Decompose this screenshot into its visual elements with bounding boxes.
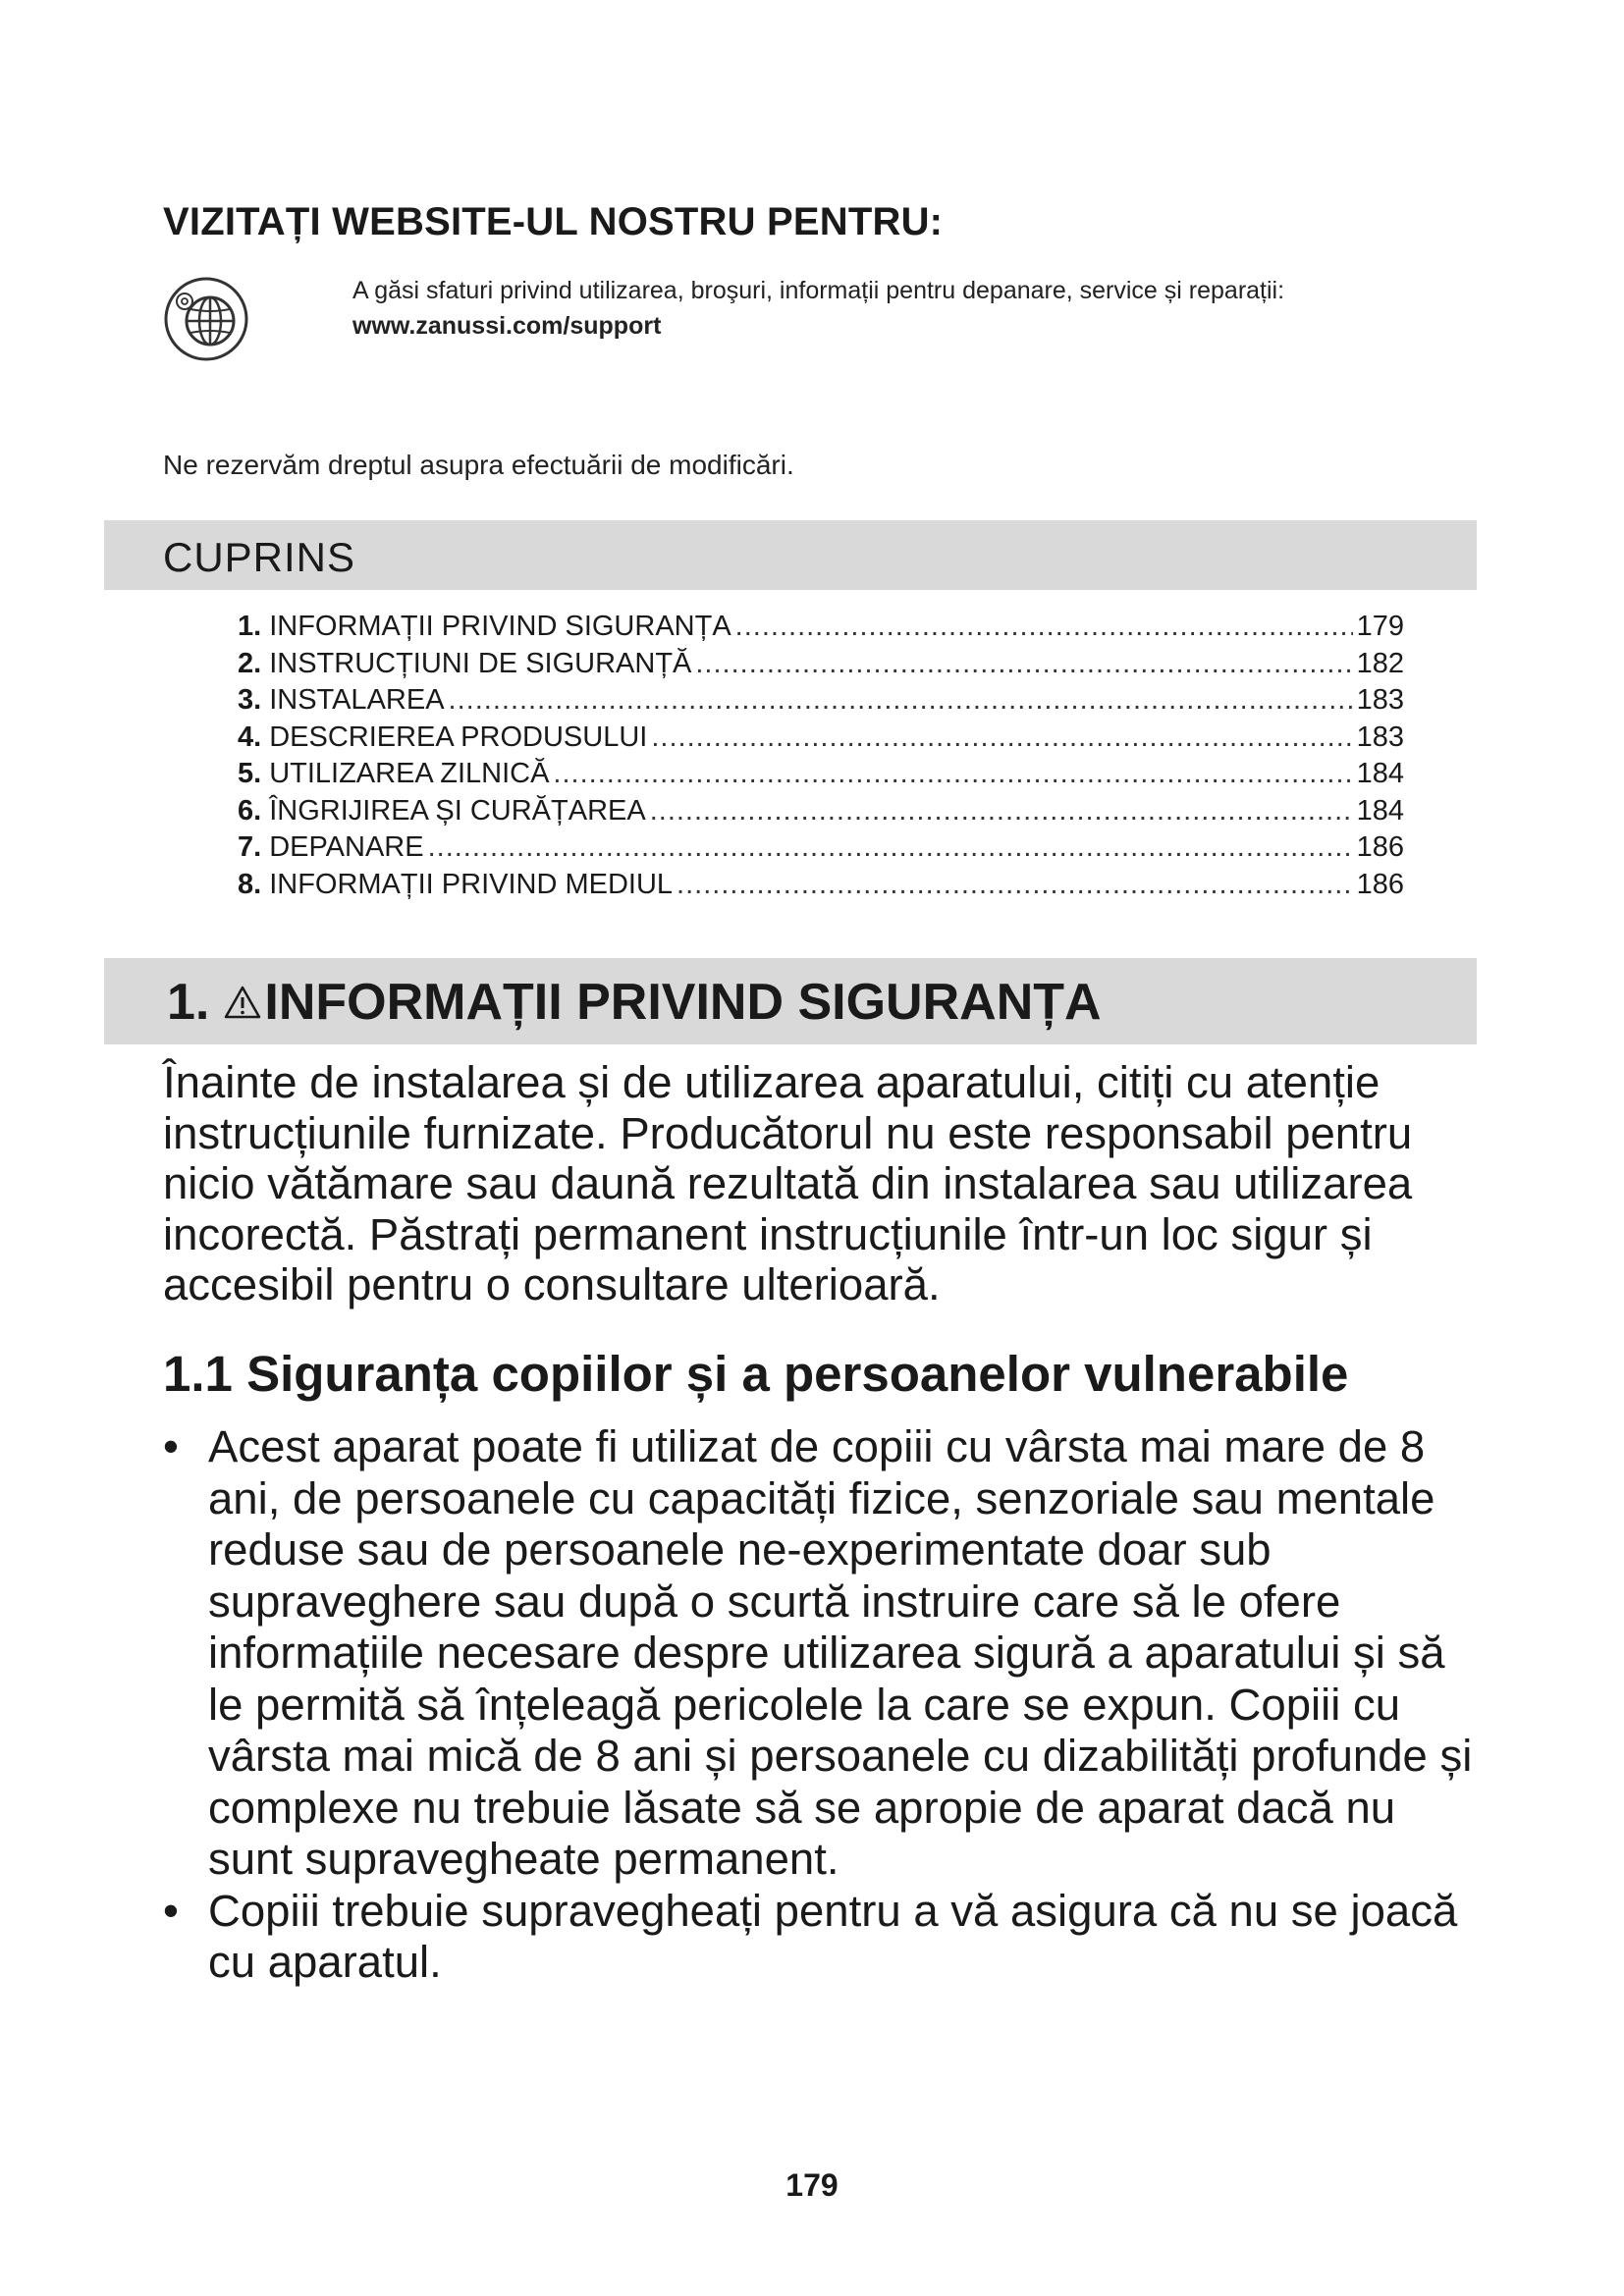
toc-item-title: INSTRUCȚIUNI DE SIGURANȚĂ — [269, 647, 692, 679]
toc-leader-dots — [553, 756, 1352, 793]
subsection-heading: 1.1 Siguranța copiilor și a persoanelor vulnerabile — [163, 1346, 1349, 1402]
toc-item-number: 1. — [238, 611, 262, 642]
list-item — [163, 1886, 1479, 1989]
toc-item-page: 183 — [1356, 684, 1404, 716]
section-title: INFORMAȚII PRIVIND SIGURANȚA — [264, 974, 1102, 1031]
toc-header-bar — [104, 520, 1477, 590]
toc-title: CUPRINS — [163, 534, 356, 580]
section-number: 1. — [167, 974, 210, 1031]
toc-item-page: 184 — [1356, 758, 1404, 789]
bullet-text: Acest aparat poate fi utilizat de copiii cu vârsta mai mare de 8 ani, de persoanele cu capacități fizice, senzoriale sau mentale reduse sau de persoanele ne-experimentate doar sub supraveghere sau după o scurtă instruire care să le ofere informațiile necesare despre utilizarea sigură a aparatului și să le permită să înțeleagă pericolele la care se expun. Copiii cu vârsta mai mică de 8 ani și persoanele cu dizabilități profunde și complexe nu trebuie lăsate să se apropie de aparat dacă nu sunt supravegheate permanent. — [208, 1421, 1473, 1884]
toc-item[interactable] — [238, 682, 1404, 720]
toc-item[interactable] — [238, 646, 1404, 683]
page-number: 179 — [785, 2167, 839, 2203]
toc-item[interactable] — [238, 867, 1404, 904]
section-header-bar — [104, 958, 1477, 1044]
toc-item[interactable] — [238, 829, 1404, 867]
reserve-note: Ne rezervăm dreptul asupra efectuării de modificări. — [163, 450, 794, 480]
toc-item-number: 7. — [238, 831, 262, 863]
toc-leader-dots — [695, 646, 1352, 683]
toc-list — [238, 609, 1404, 903]
toc-item-page: 184 — [1356, 794, 1404, 827]
toc-item-number: 2. — [238, 647, 262, 679]
toc-item-title: ÎNGRIJIREA ȘI CURĂȚAREA — [269, 794, 646, 827]
visit-description: A găsi sfaturi privind utilizarea, broşuri, informații pentru depanare, service și reparații: — [352, 277, 1285, 304]
toc-item[interactable] — [238, 756, 1404, 793]
section-heading — [167, 973, 1102, 1032]
visit-text-block — [352, 273, 1393, 344]
toc-leader-dots — [449, 682, 1353, 720]
globe-icon — [163, 276, 249, 362]
toc-leader-dots — [428, 829, 1353, 867]
toc-item-number: 4. — [238, 721, 262, 753]
toc-item[interactable] — [238, 720, 1404, 757]
toc-item-title: INSTALAREA — [269, 684, 445, 716]
toc-leader-dots — [677, 867, 1353, 904]
support-link[interactable]: www.zanussi.com/support — [352, 312, 662, 340]
bullet-text: Copiii trebuie supravegheați pentru a vă asigura că nu se joacă cu aparatul. — [208, 1885, 1458, 1987]
toc-item-title: INFORMAȚII PRIVIND MEDIUL — [269, 868, 674, 900]
toc-item-page: 183 — [1356, 721, 1404, 753]
list-item — [163, 1421, 1479, 1886]
warning-icon — [223, 985, 262, 1020]
toc-item-title: DEPANARE — [269, 831, 424, 863]
toc-item[interactable] — [238, 609, 1404, 646]
toc-item-title: DESCRIEREA PRODUSULUI — [269, 721, 648, 753]
toc-item-number: 8. — [238, 868, 262, 900]
toc-item-page: 179 — [1356, 611, 1404, 642]
toc-leader-dots — [651, 720, 1352, 757]
toc-item[interactable] — [238, 793, 1404, 830]
toc-item-page: 186 — [1356, 831, 1404, 863]
toc-item-page: 182 — [1356, 647, 1404, 679]
toc-item-title: UTILIZAREA ZILNICĂ — [269, 758, 550, 789]
toc-item-title: INFORMAȚII PRIVIND SIGURANȚA — [269, 611, 731, 642]
toc-leader-dots — [735, 609, 1353, 646]
bullet-marker: • — [163, 1421, 179, 1471]
visit-heading: VIZITAȚI WEBSITE-UL NOSTRU PENTRU: — [163, 200, 944, 243]
toc-leader-dots — [650, 793, 1353, 830]
toc-item-number: 6. — [238, 794, 262, 827]
toc-item-page: 186 — [1356, 868, 1404, 900]
toc-item-number: 3. — [238, 684, 262, 716]
toc-item-number: 5. — [238, 758, 262, 789]
safety-bullet-list — [163, 1421, 1479, 1989]
bullet-marker: • — [163, 1885, 179, 1936]
safety-intro-paragraph: Înainte de instalarea și de utilizarea aparatului, citiți cu atenție instrucțiunile furnizate. Producătorul nu este responsabil pentru nicio vătămare sau daună rezultată din instalarea sau utilizarea incorectă. Păstrați permanent instrucțiunile într-un loc sigur și accesibil pentru o consultare ulterioară. — [163, 1057, 1413, 1309]
